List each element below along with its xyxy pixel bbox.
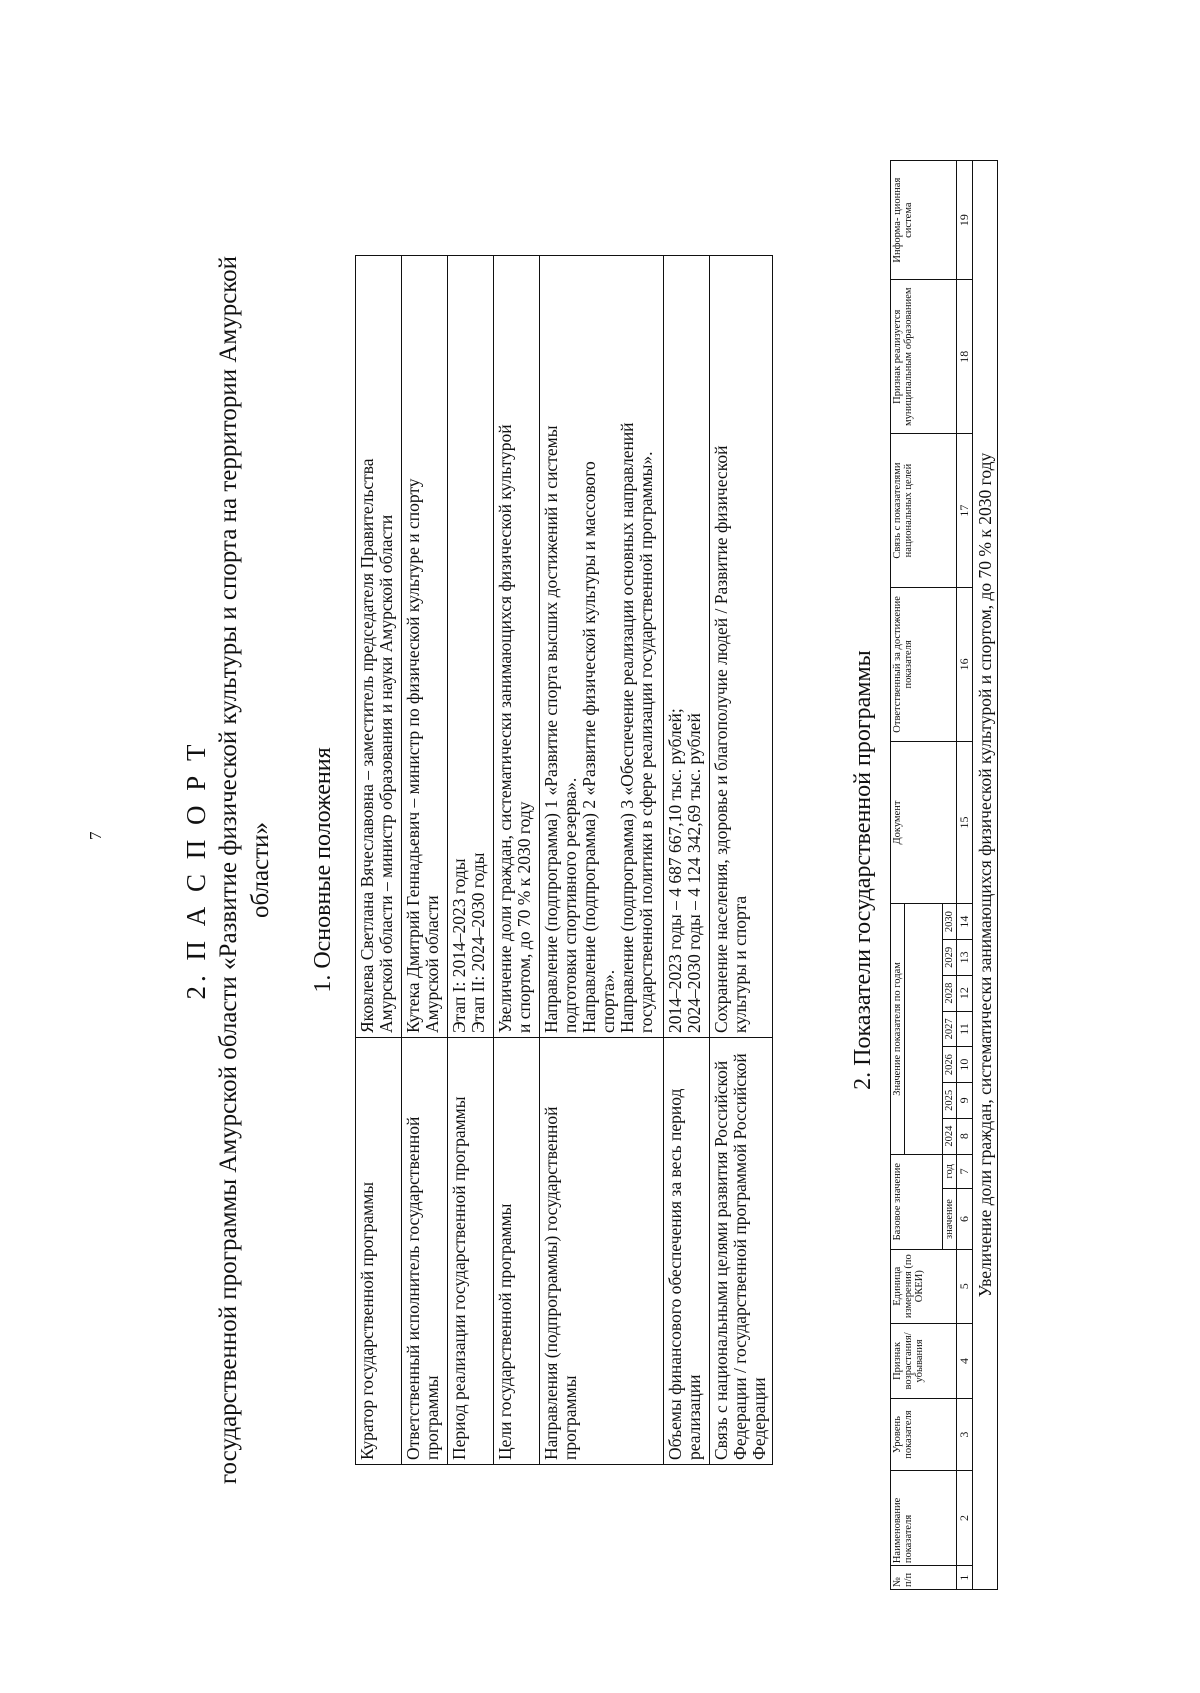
rotated-page-content [180,120,1200,1620]
indicators-table [890,160,998,1590]
column-numbers-row [957,161,973,1590]
year-header: 2028 [943,975,957,1011]
page-number: 7 [86,831,105,840]
year-header: 2027 [943,1011,957,1047]
value-line: Направление (подпрограмма) 1 «Развитие спорта высших достижений и системы [541,425,561,1033]
value-line: Яковлева Светлана Вячеславовна – заместитель председателя Правительства [357,458,377,1033]
column-number: 9 [957,1083,973,1119]
value-line: Направление (подпрограмма) 2 «Развитие физической культуры и массового [579,461,599,1033]
year-header: 2025 [943,1083,957,1119]
years-spacer [905,904,943,1154]
base-year-header: год [943,1154,957,1189]
table-row [540,256,664,1465]
row-value [402,256,448,1038]
year-header: 2026 [943,1047,957,1083]
column-number: 1 [957,1566,973,1590]
base-value-header: значение [943,1189,957,1250]
column-number: 18 [957,280,973,434]
column-number: 6 [957,1189,973,1250]
value-line: Увеличение доли граждан, систематически занимающихся физической культурой [495,424,515,1033]
table-row [710,256,773,1465]
table-row [664,256,710,1465]
column-number: 12 [957,975,973,1011]
row-value [540,256,664,1038]
col-num-header: № п/п [891,1566,957,1590]
value-line: Амурской области [422,895,442,1033]
value-line: Амурской области – министр образования и науки Амурской области [376,514,396,1033]
table-row [402,256,448,1465]
row-value [494,256,540,1038]
column-number: 7 [957,1154,973,1189]
value-line: Сохранение населения, здоровье и благополучие людей / Развитие физической [711,445,731,1033]
row-value [356,256,402,1038]
col-infosystem-header: Информа- ционная система [891,161,957,280]
column-number: 3 [957,1399,973,1471]
passport-subtitle-line1: государственной программы Амурской области «Развитие физической культуры и спорта на территории Амурской [215,255,242,1485]
column-number: 4 [957,1323,973,1399]
row-value [710,256,773,1038]
col-municipal-header: Признак реализуется муниципальным образованием [891,280,957,434]
goal-row [973,161,998,1590]
passport-title: 2. П А С П О Р Т [181,740,211,1000]
col-sign-header: Признак возрастания/ убывания [891,1323,957,1399]
row-label: Ответственный исполнитель государственной программы [402,1038,448,1465]
col-base-header: Базовое значение [891,1154,943,1249]
row-label: Направления (подпрограммы) государственной программы [540,1038,664,1465]
value-line: Кутека Дмитрий Геннадьевич – министр по физической культуре и спорту [403,478,423,1033]
table-row [356,256,402,1465]
col-level-header: Уровень показателя [891,1399,957,1471]
section2-title: 2. Показатели государственной программы [850,650,876,1090]
col-unit-header: Единица измерения (по ОКЕИ) [891,1249,957,1323]
table-row [448,256,494,1465]
col-responsible-header: Ответственный за достижение показателя [891,587,957,741]
value-line: Этап II: 2024–2030 годы [468,852,488,1033]
document-heading [180,120,276,1620]
column-number: 15 [957,741,973,904]
section1-title: 1. Основные положения [310,747,336,993]
value-line: государственной политики в сфере реализации государственной программы». [636,451,656,1033]
value-line: культуры и спорта [730,895,750,1033]
header-row [891,161,905,1590]
value-line: и спортом, до 70 % к 2030 году [514,801,534,1033]
value-line: Направление (подпрограмма) 3 «Обеспечение реализации основных направлений [617,422,637,1033]
column-number: 17 [957,434,973,588]
year-header: 2030 [943,904,957,940]
value-line: Этап I: 2014–2023 годы [449,858,469,1033]
column-number: 19 [957,161,973,280]
row-label: Объемы финансового обеспечения за весь период реализации [664,1038,710,1465]
column-number: 10 [957,1047,973,1083]
column-number: 2 [957,1470,973,1565]
column-number: 11 [957,1011,973,1047]
row-label: Цели государственной программы [494,1038,540,1465]
col-link-header: Связь с показателями национальных целей [891,434,957,588]
passport-subtitle-line2: области» [247,821,274,919]
goal-text: Увеличение доли граждан, систематически занимающихся физической культурой и спортом, до 70 % к 2030 году [973,161,998,1590]
value-line: подготовки спортивного резерва». [560,777,580,1033]
column-number: 8 [957,1118,973,1154]
year-header: 2029 [943,940,957,976]
table-row [494,256,540,1465]
row-value [448,256,494,1038]
row-label: Куратор государственной программы [356,1038,402,1465]
year-header: 2024 [943,1118,957,1154]
basic-provisions-table [355,255,773,1465]
col-document-header: Документ [891,741,957,904]
column-number: 13 [957,940,973,976]
col-years-header: Значение показателя по годам [891,904,905,1154]
row-label: Связь с национальными целями развития Российской Федерации / государственной программой Российской Федерации [710,1038,773,1465]
value-line: 2014–2023 годы – 4 687 667,10 тыс. рублей; [665,708,685,1033]
column-number: 14 [957,904,973,940]
col-name-header: Наименование показателя [891,1470,957,1565]
column-number: 5 [957,1249,973,1323]
row-value [664,256,710,1038]
value-line: 2024–2030 годы – 4 124 342,69 тыс. рублей [684,713,704,1033]
value-line: спорта». [598,969,618,1033]
row-label: Период реализации государственной программы [448,1038,494,1465]
column-number: 16 [957,587,973,741]
